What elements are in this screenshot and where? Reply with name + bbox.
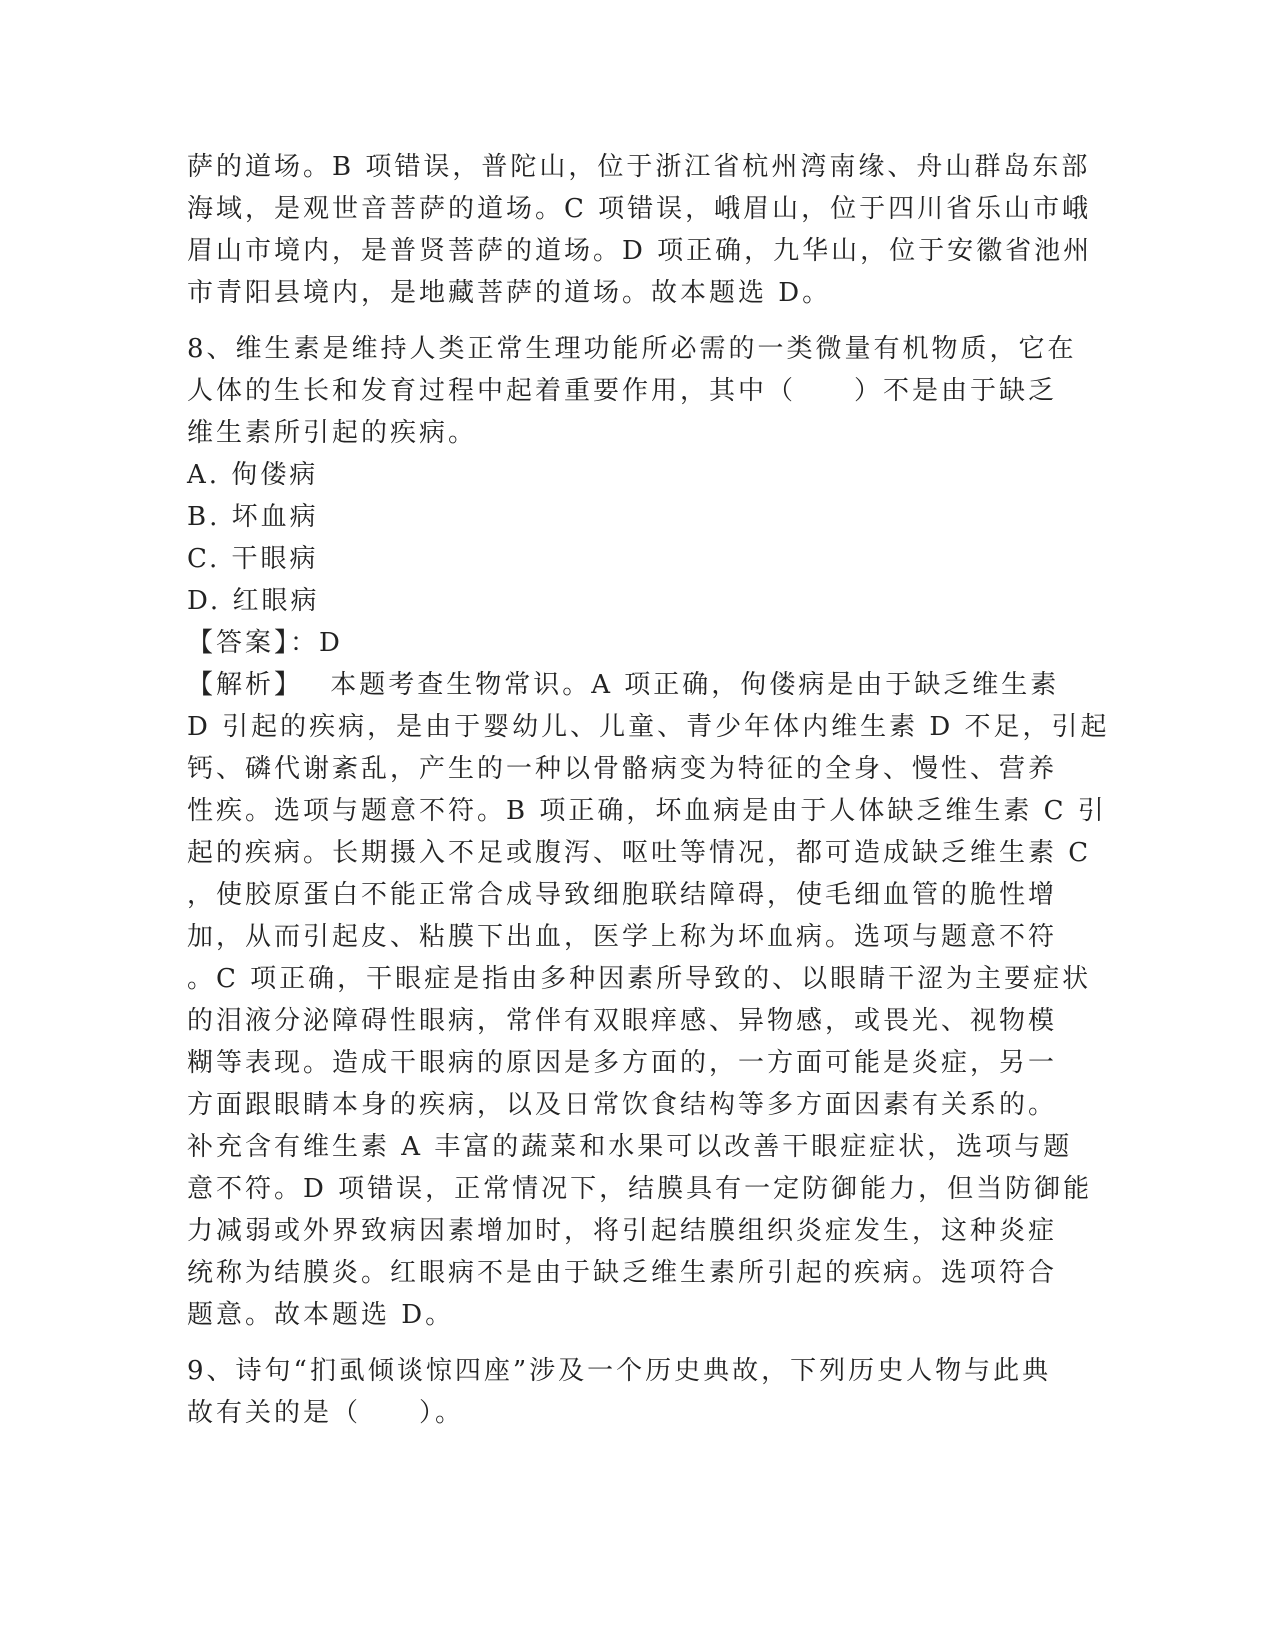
text-line: 的泪液分泌障碍性眼病，常伴有双眼痒感、异物感，或畏光、视物模 [187,1006,1058,1036]
question-stem [187,328,1082,454]
text-line: 8、维生素是维持人类正常生理功能所必需的一类微量有机物质，它在 [187,334,1077,364]
text-line: 意不符。D 项错误，正常情况下，结膜具有一定防御能力，但当防御能 [187,1174,1093,1204]
text-line: 题意。故本题选 D。 [187,1300,455,1330]
option-b: B. 坏血病 [187,502,319,532]
text-line: 钙、磷代谢紊乱，产生的一种以骨骼病变为特征的全身、慢性、营养 [187,754,1058,784]
question-stem [187,1350,1082,1434]
option-d: D. 红眼病 [187,586,320,616]
text-line: 。C 项正确，干眼症是指由多种因素所导致的、以眼睛干涩为主要症状 [187,964,1092,994]
option-c: C. 干眼病 [187,544,319,574]
text-line: 9、诗句“扪虱倾谈惊四座”涉及一个历史典故，下列历史人物与此典 [187,1356,1052,1386]
text-line: 加，从而引起皮、粘膜下出血，医学上称为坏血病。选项与题意不符 [187,922,1058,952]
text-line: 故有关的是（ ）。 [187,1398,465,1428]
option-list [187,454,1082,622]
page-content [187,146,1110,1434]
question-8 [187,328,1110,1336]
text-line: ，使胶原蛋白不能正常合成导致细胞联结障碍，使毛细血管的脆性增 [187,880,1058,910]
option-a: A. 佝偻病 [187,460,319,490]
analysis-block [187,664,1110,1336]
text-line: D 引起的疾病，是由于婴幼儿、儿童、青少年体内维生素 D 不足，引起 [187,712,1110,742]
text-line: 人体的生长和发育过程中起着重要作用，其中（ ）不是由于缺乏 [187,376,1058,406]
text-line: 萨的道场。B 项错误，普陀山，位于浙江省杭州湾南缘、舟山群岛东部 [187,152,1091,182]
text-line: 糊等表现。造成干眼病的原因是多方面的，一方面可能是炎症，另一 [187,1048,1058,1078]
text-line: 维生素所引起的疾病。 [187,418,478,448]
text-line: 统称为结膜炎。红眼病不是由于缺乏维生素所引起的疾病。选项符合 [187,1258,1058,1288]
prev-explanation-tail [187,146,1093,314]
text-line: 海域，是观世音菩萨的道场。C 项错误，峨眉山，位于四川省乐山市峨 [187,194,1092,224]
answer-line: 【答案】：D [187,628,343,658]
text-line: 方面跟眼睛本身的疾病，以及日常饮食结构等多方面因素有关系的。 [187,1090,1058,1120]
question-9 [187,1350,1082,1434]
text-line: 补充含有维生素 A 丰富的蔬菜和水果可以改善干眼症症状，选项与题 [187,1132,1073,1162]
text-line: 【解析】 本题考查生物常识。A 项正确，佝偻病是由于缺乏维生素 [187,670,1060,700]
text-line: 力减弱或外界致病因素增加时，将引起结膜组织炎症发生，这种炎症 [187,1216,1058,1246]
text-line: 起的疾病。长期摄入不足或腹泻、呕吐等情况，都可造成缺乏维生素 C [187,838,1092,868]
text-line: 市青阳县境内，是地藏菩萨的道场。故本题选 D。 [187,278,832,308]
text-line: 眉山市境内，是普贤菩萨的道场。D 项正确，九华山，位于安徽省池州 [187,236,1093,266]
text-line: 性疾。选项与题意不符。B 项正确，坏血病是由于人体缺乏维生素 C 引 [187,796,1107,826]
